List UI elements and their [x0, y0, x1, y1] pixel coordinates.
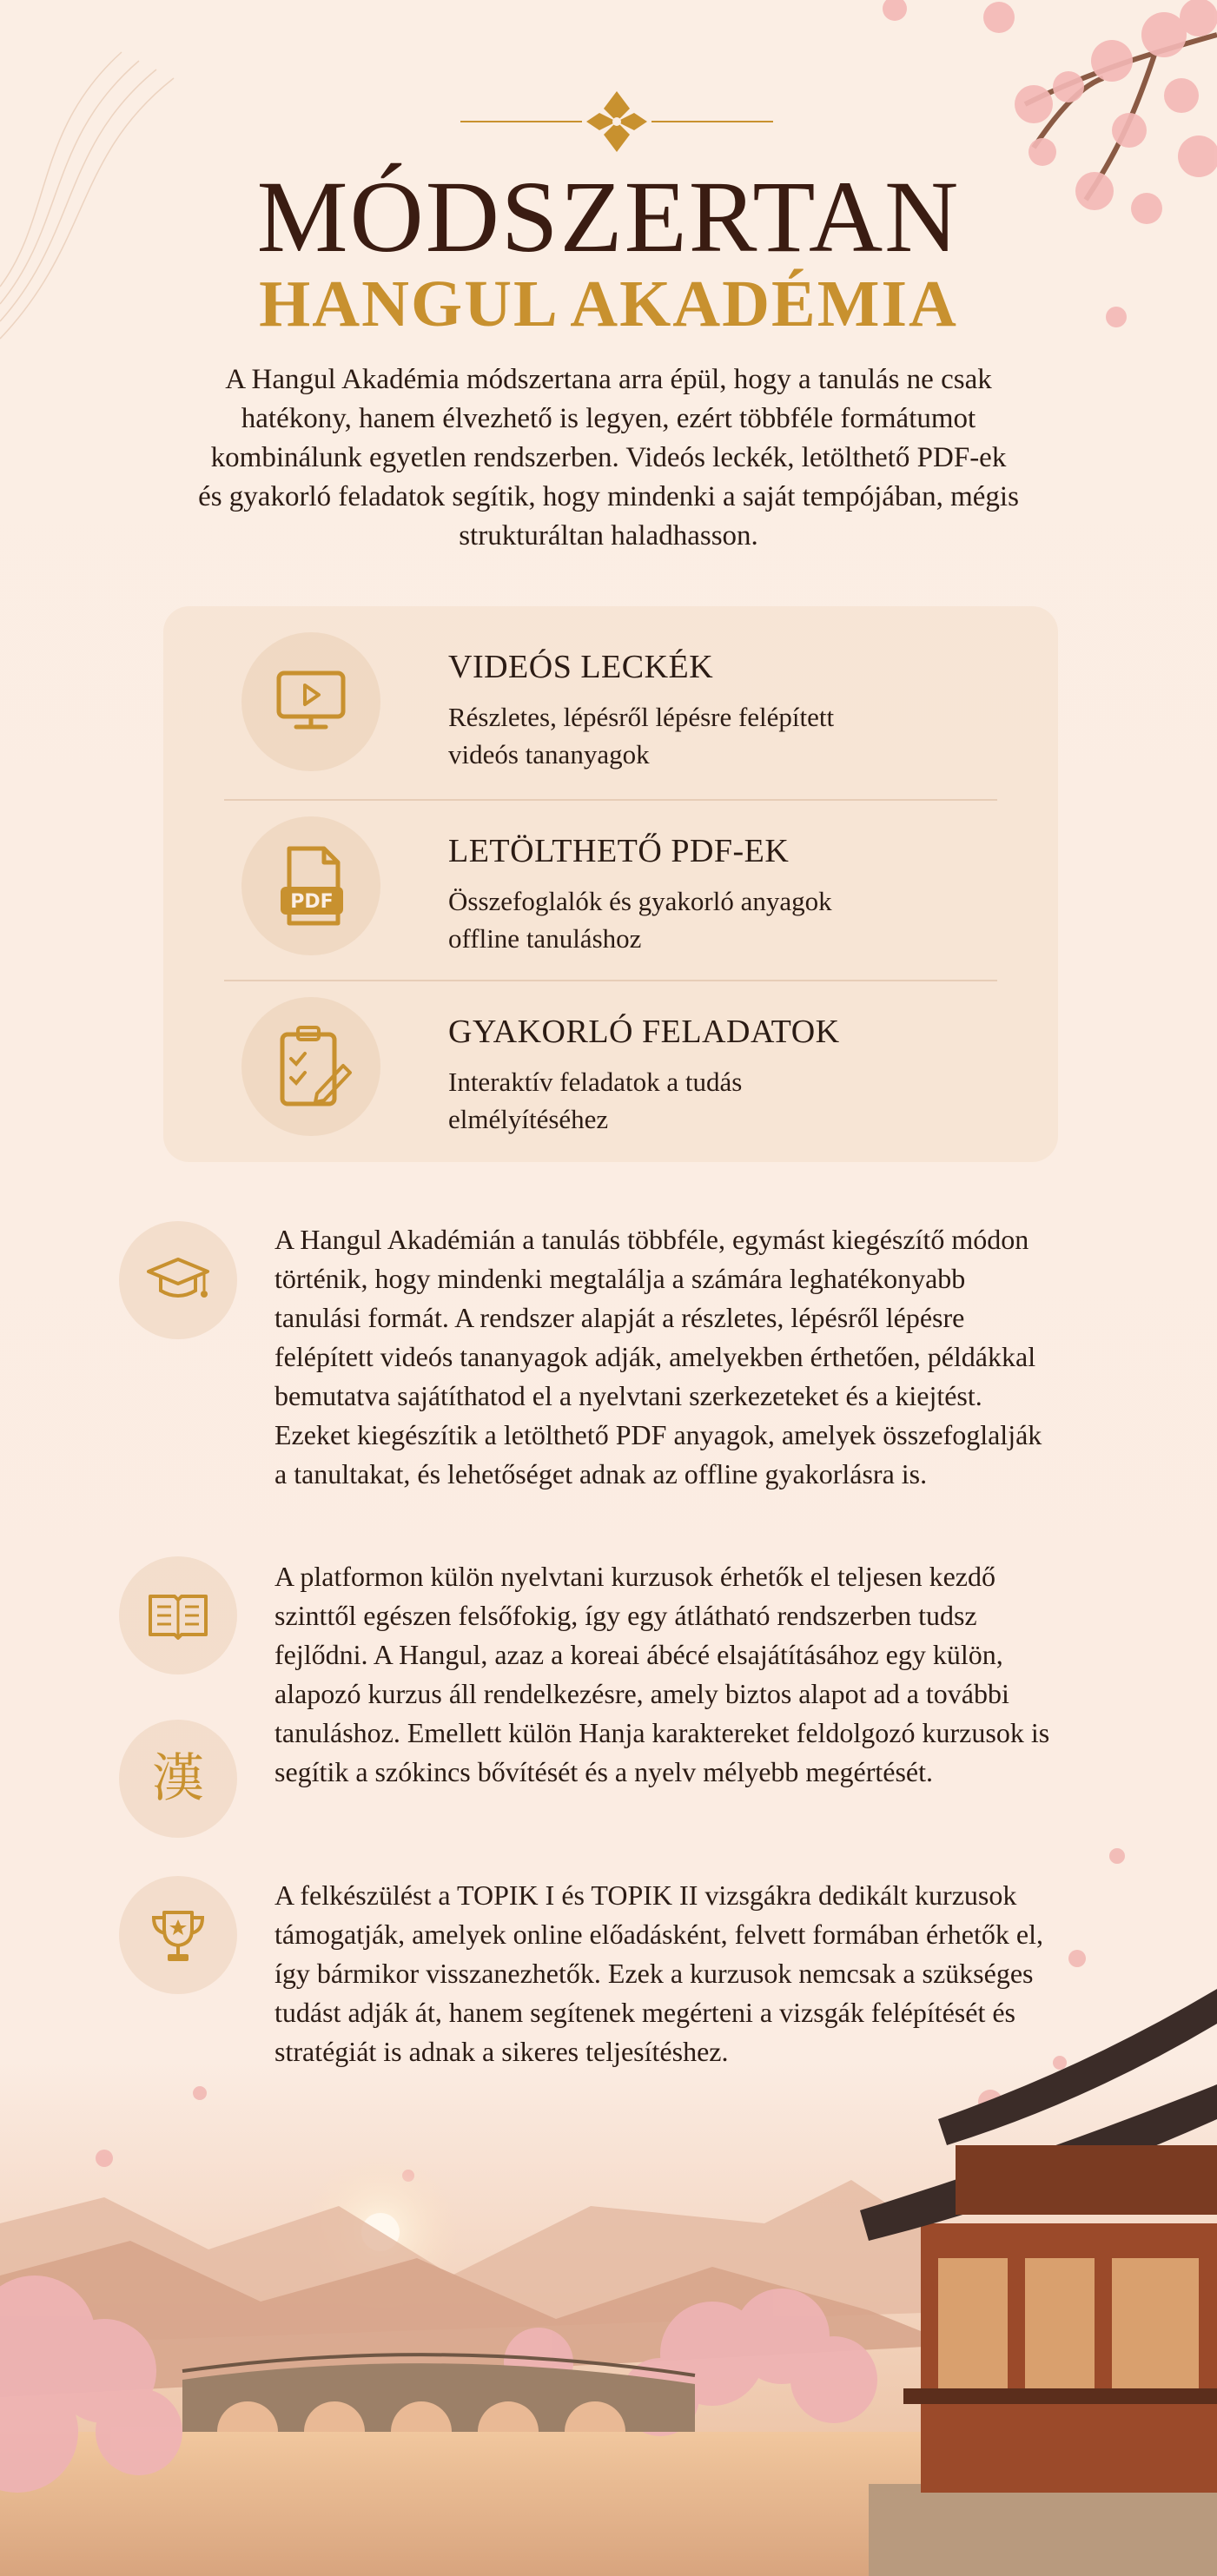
open-book-icon — [143, 1581, 213, 1650]
feature-title: GYAKORLÓ FELADATOK — [448, 1014, 840, 1050]
paragraph-icon-circle — [119, 1720, 237, 1838]
feature-icon-circle — [241, 816, 380, 955]
paragraph-icon-circle — [119, 1556, 237, 1674]
paragraph-icon-circle — [119, 1221, 237, 1339]
paragraph-topik-preparation: A felkészülést a TOPIK I és TOPIK II vizsgákra dedikált kurzusok támogatják, amelyek online előadásként, felvett formában érhetők el, így bármikor visszanezhetők. Ezek a kurzusok nemcsak a szükséges tudást adják át, hanem segítenek megérteni a vizsgák felépítését és stratégiát is adnak a sikeres teljesítéshez. — [274, 1879, 1043, 2067]
trophy-icon — [143, 1900, 213, 1970]
hanja-character-icon: 漢 — [152, 1748, 204, 1809]
intro-text: A Hangul Akadémia módszertana arra épül, hogy a tanulás ne csak hatékony, hanem élvezhető is legyen, ezért többféle formátumot kombinálunk egyetlen rendszerben. Videós leckék, letölthető PDF-ek és gyakorló feladatok segítik, hogy mindenki a saját tempójában, mégis strukturáltan haladhasson. — [198, 364, 1019, 552]
video-monitor-icon — [263, 654, 359, 750]
diamond-ornament-icon — [452, 87, 782, 156]
pdf-badge-label: PDF — [290, 891, 334, 913]
page-title: MÓDSZERTAN — [256, 160, 961, 274]
feature-description: Összefoglalók és gyakorló anyagok offline tanuláshoz — [448, 886, 832, 954]
feature-video-lessons — [163, 606, 1058, 780]
feature-title: VIDEÓS LECKÉK — [448, 649, 714, 685]
graduation-cap-icon — [143, 1245, 213, 1315]
features-card — [163, 606, 1058, 1162]
feature-description: Interaktív feladatok a tudás elmélyítéséhez — [448, 1067, 743, 1134]
paragraph-courses: A platformon külön nyelvtani kurzusok érhetők el teljesen kezdő szinttől egészen felsőfokig, így egy átlátható rendszerben tudsz fejlődni. A Hangul, azaz a koreai ábécé elsajátításához egy külön, alapozó kurzus áll rendelkezésre, amely biztos alapot ad a további tanuláshoz. Emellett külön Hanja karaktereket feldolgozó kurzusok is segítik a szókincs bővítését és a nyelv mélyebb megértését. — [274, 1561, 1050, 1787]
feature-downloadable-pdfs — [163, 790, 1058, 964]
feature-practice-tasks — [163, 971, 1058, 1145]
feature-icon-circle — [241, 632, 380, 771]
clipboard-checklist-icon — [263, 1019, 359, 1114]
page-subtitle: HANGUL AKADÉMIA — [259, 268, 958, 340]
pdf-file-icon — [263, 838, 359, 934]
paragraph-learning-methods: A Hangul Akadémián a tanulás többféle, egymást kiegészítő módon történik, hogy mindenki megtalálja a számára leghatékonyabb tanulási formát. A rendszer alapját a részletes, lépésről lépésre felépített videós tananyagok adják, amelyekben érthetően, példákkal bemutatva sajátíthatod el a nyelvtani szerkezeteket és a kiejtést. Ezeket kiegészítik a letölthető PDF anyagok, amelyek összefoglalják a tanultakat, és lehetőséget adnak az offline gyakorlásra is. — [274, 1224, 1042, 1489]
paragraph-icon-circle — [119, 1876, 237, 1994]
feature-title: LETÖLTHETŐ PDF-EK — [448, 833, 790, 869]
feature-description: Részletes, lépésről lépésre felépített videós tananyagok — [448, 702, 835, 769]
feature-icon-circle — [241, 997, 380, 1136]
